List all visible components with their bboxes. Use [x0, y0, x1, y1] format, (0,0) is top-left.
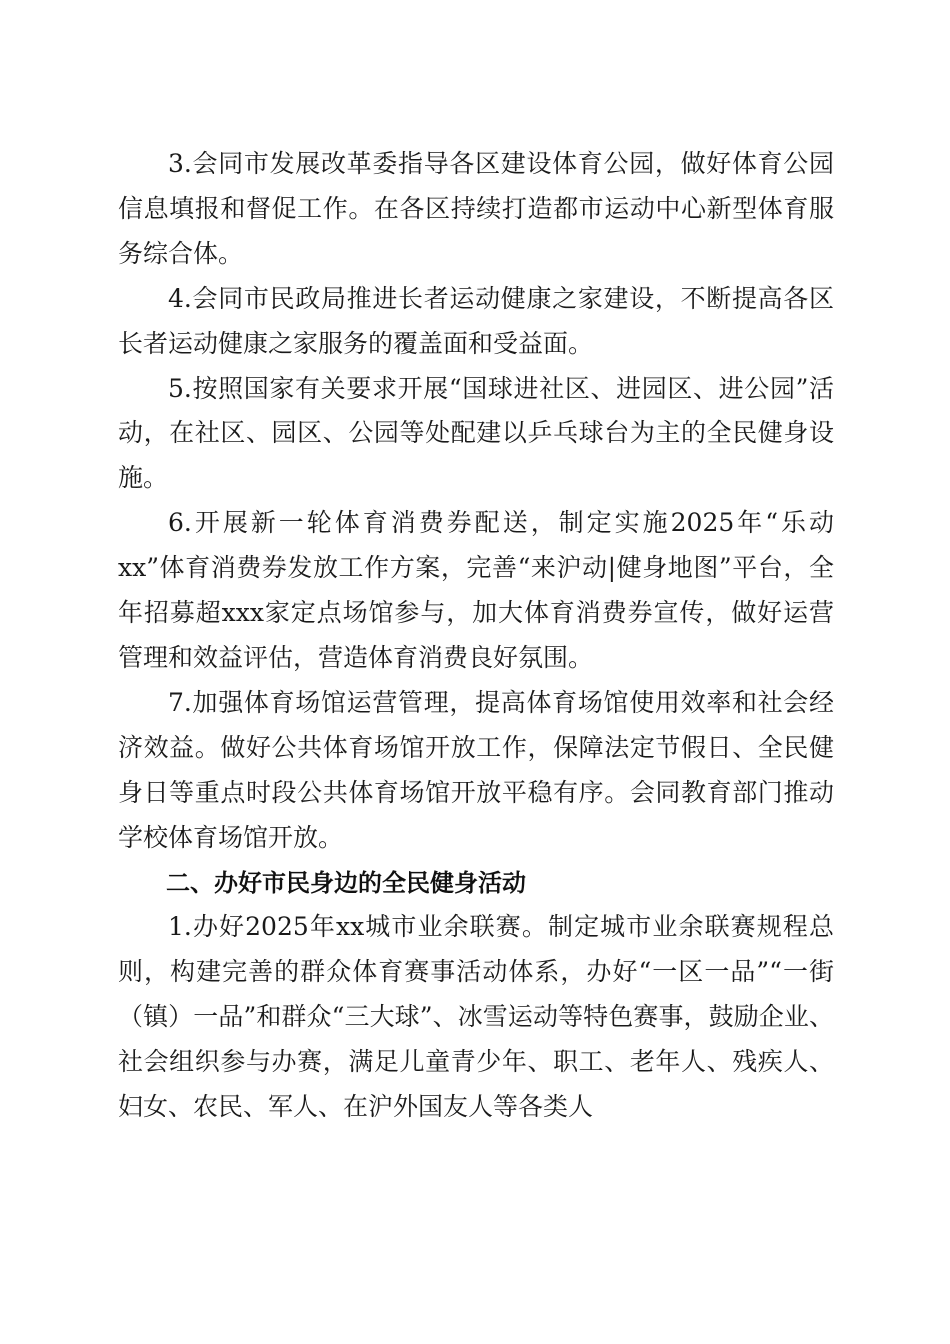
section-paragraph-1: 1.办好2025年xx城市业余联赛。制定城市业余联赛规程总则，构建完善的群众体育赛事活动体系，办好“一区一品”“一街（镇）一品”和群众“三大球”、冰雪运动等特色赛事，鼓励企业、社会组织参与办赛，满足儿童青少年、职工、老年人、残疾人、妇女、农民、军人、在沪外国友人等各类人: [118, 912, 834, 1122]
section-heading: 二、办好市民身边的全民健身活动: [166, 868, 526, 897]
paragraph-item-7: 7.加强体育场馆运营管理，提高体育场馆使用效率和社会经济效益。做好公共体育场馆开放工作，保障法定节假日、全民健身日等重点时段公共体育场馆开放平稳有序。会同教育部门推动学校体育场馆开放。: [118, 687, 834, 852]
paragraph-item-5: 5.按照国家有关要求开展“国球进社区、进园区、进公园”活动，在社区、园区、公园等处配建以乒乓球台为主的全民健身设施。: [118, 373, 834, 493]
paragraph-item-3: 3.会同市发展改革委指导各区建设体育公园，做好体育公园信息填报和督促工作。在各区持续打造都市运动中心新型体育服务综合体。: [118, 149, 834, 268]
paragraph-item-4: 4.会同市民政局推进长者运动健康之家建设，不断提高各区长者运动健康之家服务的覆盖面和受益面。: [118, 283, 834, 358]
paragraph-item-6: 6.开展新一轮体育消费券配送，制定实施2025年“乐动xx”体育消费券发放工作方案，完善“来沪动|健身地图”平台，全年招募超xxx家定点场馆参与，加大体育消费券宣传，做好运营管理和效益评估，营造体育消费良好氛围。: [118, 508, 834, 672]
document-body: [118, 142, 834, 1130]
